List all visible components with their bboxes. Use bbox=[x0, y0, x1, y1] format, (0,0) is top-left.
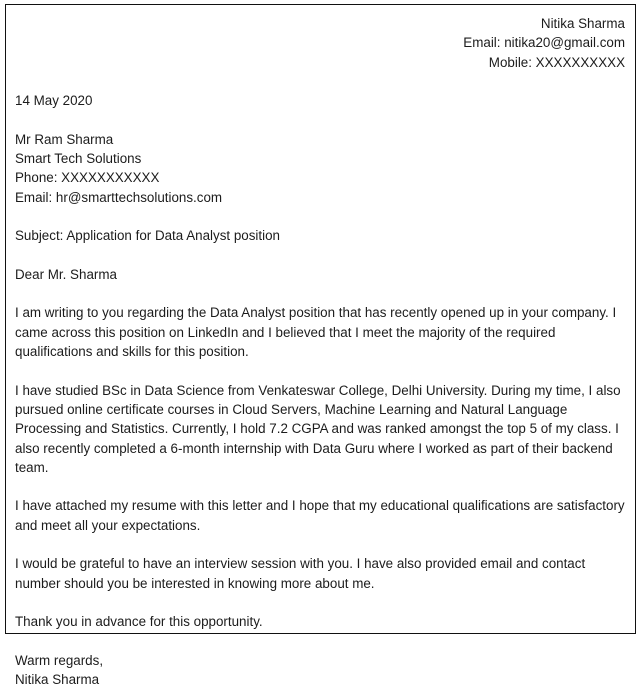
closing-block bbox=[15, 651, 625, 689]
closing-signature-name: Nitika Sharma bbox=[15, 672, 100, 688]
subject-block bbox=[15, 226, 625, 245]
spacer-paragraph-1 bbox=[15, 361, 625, 380]
salutation-block bbox=[15, 265, 625, 284]
body-paragraph-3: I have attached my resume with this letter and I hope that my educational qualifications are satisfactory and meet all your expectations. bbox=[15, 498, 625, 533]
salutation-line: Dear Mr. Sharma bbox=[15, 266, 117, 282]
sender-email: Email: nitika20@gmail.com bbox=[463, 35, 625, 51]
letter-sheet bbox=[5, 4, 636, 688]
spacer-after-subject bbox=[15, 246, 625, 265]
recipient-block bbox=[15, 130, 625, 207]
subject-line: Subject: Application for Data Analyst position bbox=[15, 228, 280, 244]
recipient-phone: Phone: XXXXXXXXXXX bbox=[15, 170, 160, 186]
spacer-after-sender bbox=[15, 72, 625, 91]
recipient-email: Email: hr@smarttechsolutions.com bbox=[15, 189, 223, 205]
closing-valediction: Warm regards, bbox=[15, 652, 104, 668]
spacer-paragraph-4 bbox=[15, 593, 625, 612]
body-paragraph-2: I have studied BSc in Data Science from Venkateswar College, Delhi University. During my time, I also pursued online certificate courses in Cloud Servers, Machine Learning and Natural Language Processing and Statistics. Currently, I hold 7.2 CGPA and was ranked amongst the top 5 of my class. I also recently completed a 6-month internship with Data Guru where I worked as part of their backend team. bbox=[15, 382, 621, 475]
spacer-after-salutation bbox=[15, 284, 625, 303]
spacer-after-date bbox=[15, 110, 625, 129]
spacer-before-closing bbox=[15, 632, 625, 651]
letter-date-block bbox=[15, 91, 625, 110]
recipient-name: Mr Ram Sharma bbox=[15, 131, 114, 147]
sender-contact-block bbox=[15, 14, 625, 72]
body-paragraph-1: I am writing to you regarding the Data Analyst position that has recently opened up in your company. I came across this position on LinkedIn and I believed that I meet the majority of the required qualifications and skills for this position. bbox=[15, 305, 617, 360]
spacer-paragraph-3 bbox=[15, 535, 625, 554]
spacer-after-recipient bbox=[15, 207, 625, 226]
letter-date: 14 May 2020 bbox=[15, 93, 93, 109]
body-paragraph-5: Thank you in advance for this opportunity. bbox=[15, 614, 263, 630]
body-paragraph-4: I would be grateful to have an interview session with you. I have also provided email and contact number should you be interested in knowing more about me. bbox=[15, 556, 586, 591]
sender-name: Nitika Sharma bbox=[540, 16, 625, 31]
spacer-paragraph-2 bbox=[15, 477, 625, 496]
sender-mobile: Mobile: XXXXXXXXXX bbox=[488, 54, 625, 70]
recipient-company: Smart Tech Solutions bbox=[15, 151, 142, 167]
